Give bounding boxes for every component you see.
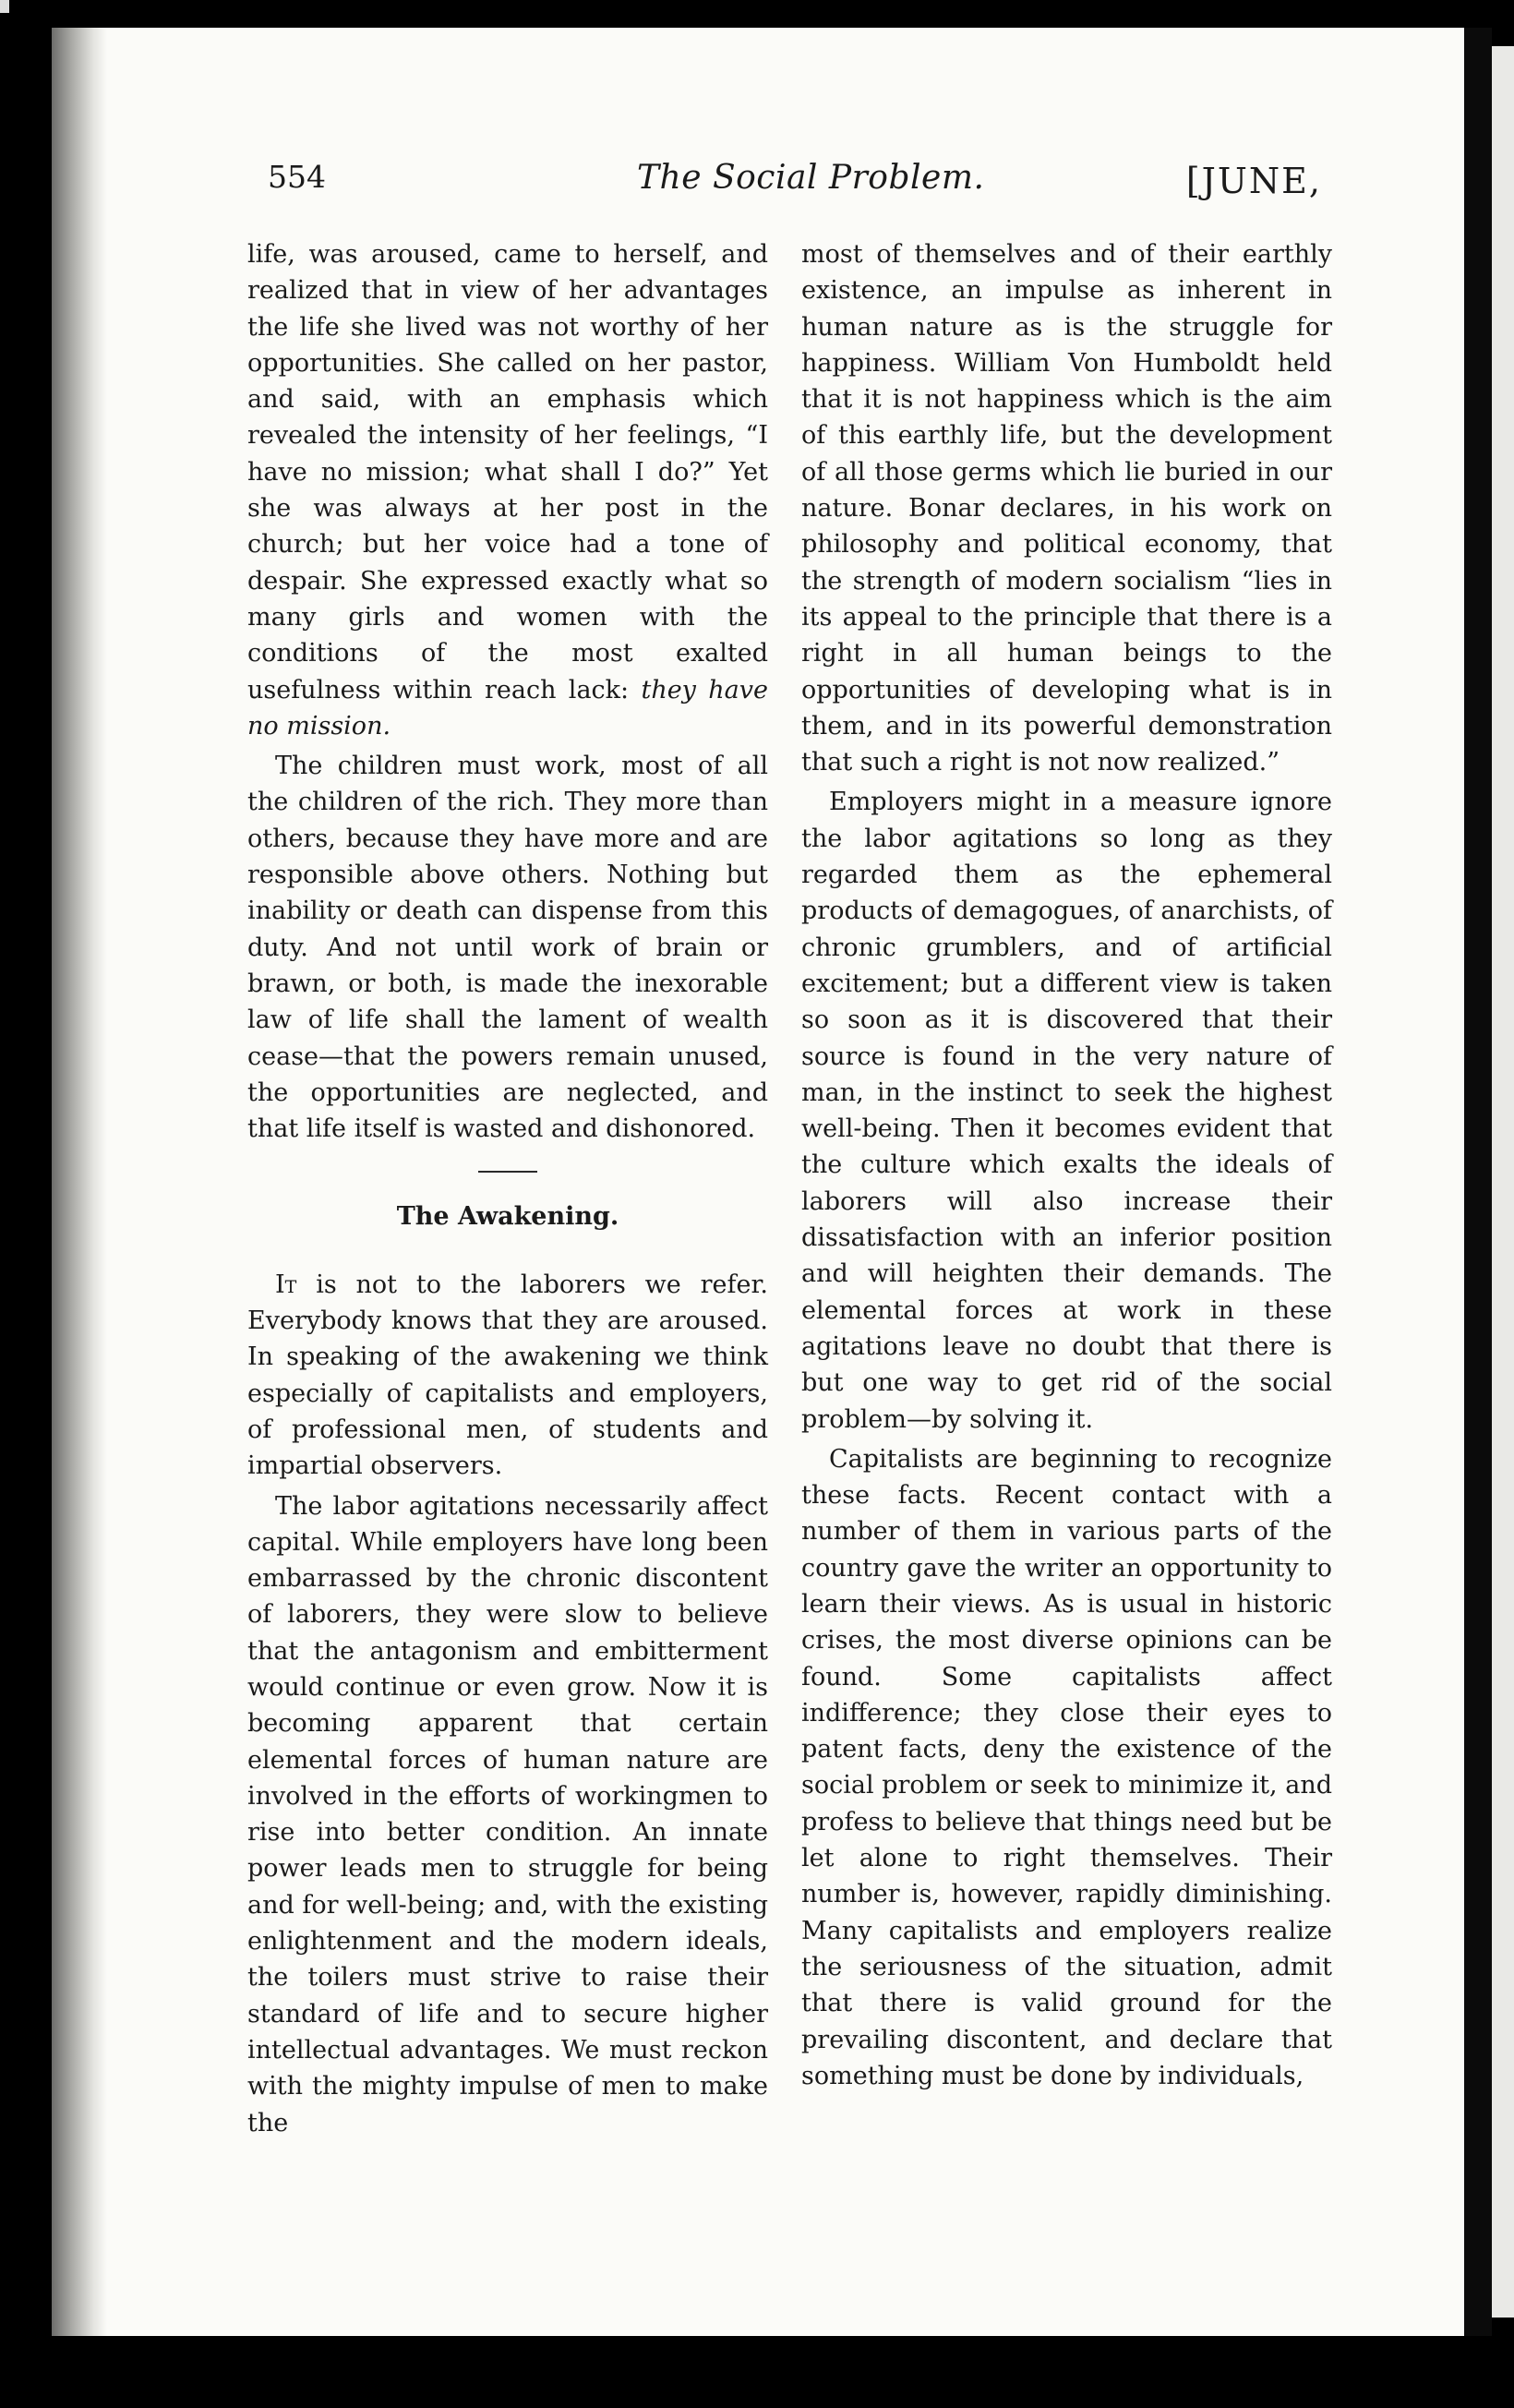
page-gutter [1464,28,1492,2336]
emphasis-text: they have no mission. [247,675,768,740]
running-title: The Social Problem. [637,159,985,197]
paragraph: The children must work, most of all the children of the rich. They more than others, because they have more and are responsible above others. Nothing but inability or death can dispense from this duty. And not until work of brain or brawn, or both, is made the inexorable law of life shall the lament of wealth cease—that the powers remain unused, the opportunities are neglected, and that life itself is wasted and dishonored. [247,752,768,1144]
paragraph [247,236,768,744]
section-divider [478,1171,537,1173]
issue-month: [JUNE, [1185,161,1322,201]
paragraph: most of themselves and of their earthly existence, an impulse as inherent in human nature as is the struggle for happiness. William Von Humboldt held that it is not happiness which is the aim of this earthly life, but the development of all those germs which lie buried in our nature. Bonar declares, in his work on philosophy and political economy, that the strength of modern socialism “lies in its appeal to the principle that there is a right in all human beings to the opportunities of developing what is in them, and in its powerful demonstration that such a right is not now realized.” [801,240,1332,777]
paragraph: Capitalists are beginning to recognize these facts. Recent contact with a number of them in various parts of the country gave the writer an opportunity to learn their views. As is usual in historic crises, the most diverse opinions can be found. Some capitalists affect indifference; they close their eyes to patent facts, deny the existence of the social problem or seek to minimize it, and profess to believe that things need but be let alone to right themselves. Their number is, however, rapidly diminishing. Many capitalists and employers realize the seriousness of the situation, admit that there is valid ground for the prevailing discontent, and declare that something must be done by individuals, [801,1444,1332,2090]
paragraph-text: is not to the laborers we refer. Everybody knows that they are aroused. In speaking of the awakening we think especially of capitalists and employers, of professional men, of students and impartial observers. [247,1270,768,1481]
paragraph: The labor agitations necessarily affect capital. While employers have long been embarrassed by the chronic discontent of laborers, they were slow to believe that the antagonism and embitterment would continue or even grow. Now it is becoming apparent that certain elemental forces of human nature are involved in the efforts of workingmen to rise into better condition. An innate power leads men to struggle for being and for well-being; and, with the existing enlightenment and the modern ideals, the toilers must strive to raise their standard of life and to secure higher intellectual advantages. We must reckon with the mighty impulse of men to make the [247,1491,768,2137]
section-heading: The Awakening. [396,1202,619,1232]
scan-artifact [0,0,9,13]
lead-word: It [275,1270,297,1299]
facing-page-edge [1492,46,1514,2318]
paragraph-text: life, was aroused, came to herself, and realized that in view of her advantages the life she lived was not worthy of her opportunities. She called on her pastor, and said, with an emphasis which revealed the intensity of her feelings, “I have no mission; what shall I do?” Yet she was always at her post in the church; but her voice had a tone of despair. She expressed exactly what so many girls and women with the conditions of the most exalted usefulness within reach lack: [247,240,768,704]
page-number: 554 [268,159,326,195]
running-header [268,159,1322,214]
binding-shadow [52,28,107,2336]
left-column [247,236,768,2141]
right-column [801,236,1332,2094]
paragraph [247,1267,768,1485]
paragraph: Employers might in a measure ignore the labor agitations so long as they regarded them as the ephemeral products of demagogues, of anarchists, of chronic grumblers, and of artificial excitement; but a different view is taken so soon as it is discovered that their source is found in the very nature of man, in the instinct to seek the highest well-being. Then it becomes evident that the culture which exalts the ideals of laborers will also increase their dissatisfaction with an inferior position and will heighten their demands. The elemental forces at work in these agitations leave no doubt that there is but one way to get rid of the social problem—by solving it. [801,788,1332,1434]
